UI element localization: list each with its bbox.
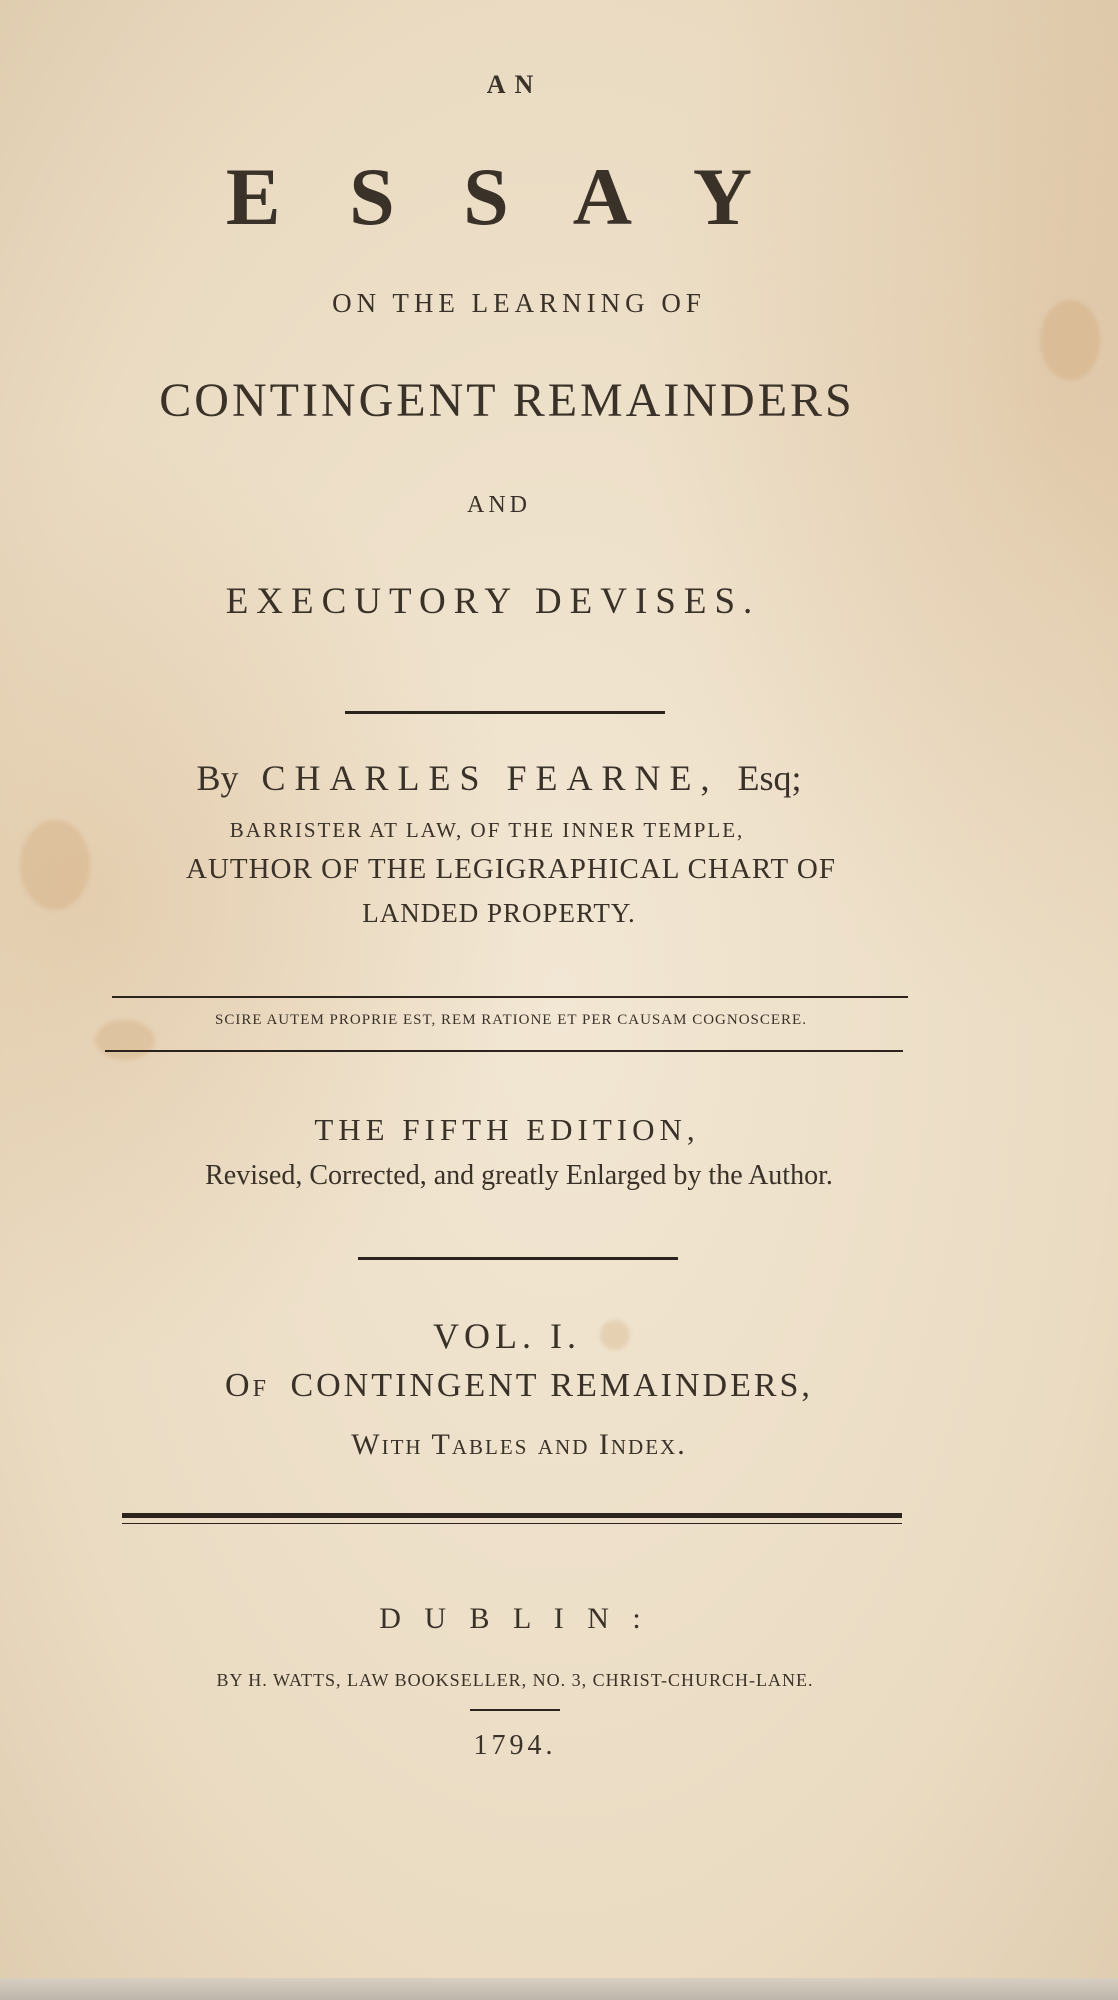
author-other-work-cont: LANDED PROPERTY. — [362, 898, 636, 928]
main-title-essay: E S S A Y — [225, 151, 777, 242]
double-rule — [122, 1523, 902, 1524]
imprint-city: D U B L I N : — [379, 1602, 649, 1635]
author-credential: BARRISTER AT LAW, OF THE INNER TEMPLE, — [229, 818, 745, 842]
of-label: Of — [225, 1367, 269, 1404]
subtitle-executory-devises: EXECUTORY DEVISES. — [225, 581, 761, 622]
motto-top-rule — [112, 996, 908, 998]
divider-rule — [358, 1257, 678, 1260]
motto-bottom-rule — [105, 1050, 903, 1052]
page-bottom-edge — [0, 1978, 1118, 2000]
divider-rule — [345, 711, 665, 714]
short-rule — [470, 1709, 560, 1711]
subtitle-learning: ON THE LEARNING OF — [332, 288, 706, 318]
author-other-work: AUTHOR OF THE LEGIGRAPHICAL CHART OF — [186, 853, 836, 885]
revision-statement: Revised, Corrected, and greatly Enlarged by the Author. — [205, 1160, 833, 1191]
volume-number: VOL. I. — [433, 1316, 581, 1356]
author-line — [0, 757, 1058, 799]
imprint-printer: BY H. WATTS, LAW BOOKSELLER, NO. 3, CHRIST-CHURCH-LANE. — [216, 1670, 814, 1690]
volume-title: CONTINGENT REMAINDERS, — [290, 1367, 813, 1404]
subtitle-and: AND — [467, 492, 531, 518]
imprint-year: 1794. — [473, 1730, 557, 1761]
volume-contents: With Tables and Index. — [351, 1428, 687, 1461]
subtitle-contingent-remainders: CONTINGENT REMAINDERS — [159, 374, 855, 427]
esquire: Esq; — [737, 758, 802, 798]
volume-title-line — [0, 1367, 1078, 1405]
by-label: By — [196, 758, 239, 798]
edition-statement: THE FIFTH EDITION, — [314, 1112, 700, 1147]
latin-motto: SCIRE AUTEM PROPRIE EST, REM RATIONE ET PER CAUSAM COGNOSCERE. — [215, 1012, 807, 1028]
double-rule — [122, 1513, 902, 1518]
article-an: A N — [486, 70, 536, 99]
author-name: CHARLES FEARNE, — [261, 758, 719, 798]
